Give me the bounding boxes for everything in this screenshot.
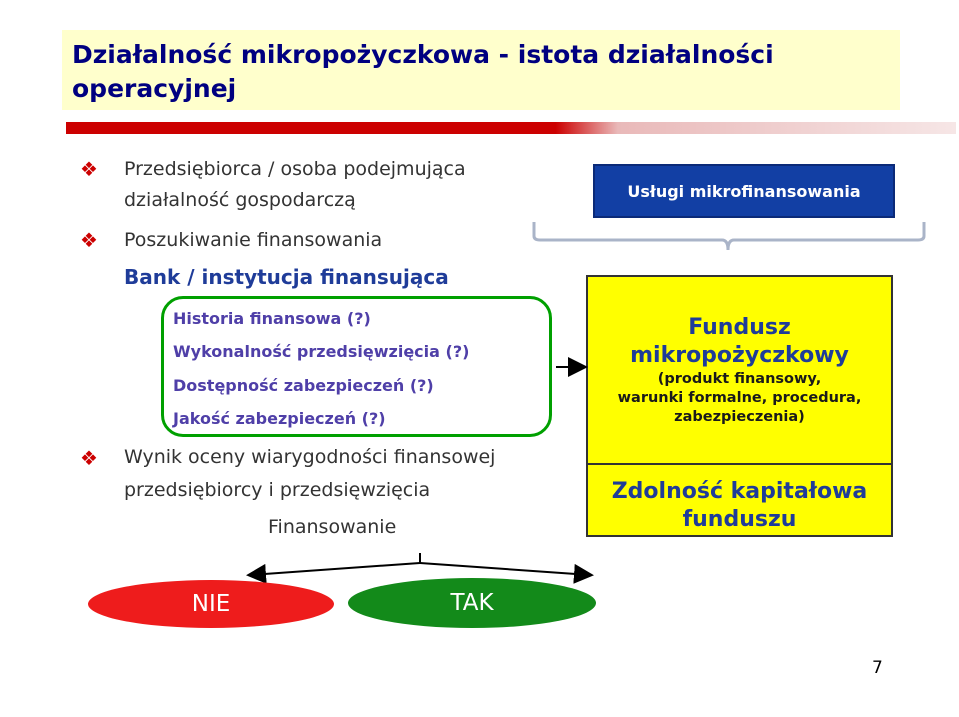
fund-sub-line1: (produkt finansowy, [657, 371, 822, 387]
diamond-bullet-icon: ❖ [80, 157, 98, 181]
bullet-entrepreneur-line2: działalność gospodarczą [124, 189, 356, 211]
decision-no-ellipse [88, 580, 334, 628]
diamond-bullet-icon: ❖ [80, 228, 98, 252]
check-financial-history: Historia finansowa (?) [173, 309, 371, 328]
financing-label: Finansowanie [268, 516, 397, 538]
fund-sub-line2: warunki formalne, procedura, [617, 390, 862, 406]
bank-label: Bank / instytucja finansująca [124, 265, 449, 289]
fund-capacity-line2: funduszu [682, 507, 797, 532]
fund-title-line1: Fundusz [688, 315, 791, 340]
bullet-assessment-result-line2: przedsiębiorcy i przedsięwzięcia [124, 479, 431, 501]
decision-yes-ellipse [348, 578, 596, 628]
check-collateral-availability: Dostępność zabezpieczeń (?) [173, 376, 434, 395]
bullet-seeking-financing: Poszukiwanie finansowania [124, 229, 383, 251]
slide-title: Działalność mikropożyczkowa - istota działalności operacyjnej [72, 40, 774, 103]
decision-no-label: NIE [191, 591, 231, 617]
decision-yes-label: TAK [450, 590, 494, 616]
services-brace [534, 222, 924, 250]
services-box: Usługi mikrofinansowania [593, 164, 895, 218]
check-feasibility: Wykonalność przedsięwzięcia (?) [173, 342, 470, 361]
fund-capacity-line1: Zdolność kapitałowa [611, 479, 868, 504]
fund-sub-line3: zabezpieczenia) [674, 409, 805, 425]
arrow-to-tak [420, 563, 590, 575]
fund-title-line2: mikropożyczkowy [630, 343, 849, 368]
page-number: 7 [872, 658, 883, 678]
arrow-to-nie [250, 563, 420, 575]
bullet-entrepreneur-line1: Przedsiębiorca / osoba podejmująca [124, 158, 466, 180]
diamond-bullet-icon: ❖ [80, 446, 98, 470]
check-collateral-quality: Jakość zabezpieczeń (?) [173, 409, 386, 428]
bullet-assessment-result-line1: Wynik oceny wiarygodności finansowej [124, 446, 496, 468]
